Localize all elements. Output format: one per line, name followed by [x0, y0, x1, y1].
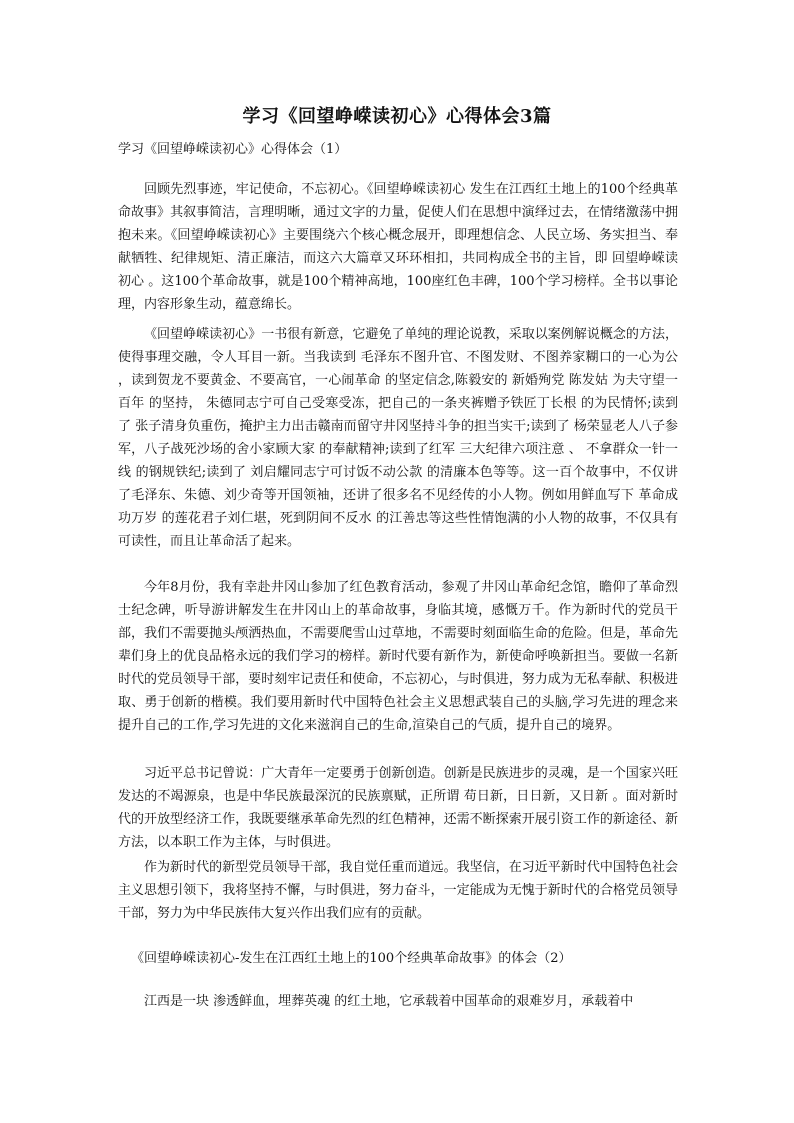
document-title: 学习《回望峥嵘读初心》心得体会3篇 [242, 106, 552, 127]
section2-heading: 《回望峥嵘读初心-发生在江西红土地上的100个经典革命故事》的体会（2） [131, 951, 572, 966]
section1-heading: 学习《回望峥嵘读初心》心得体会（1） [118, 142, 348, 157]
section2-first-line: 江西是一块 渗透鲜血，埋葬英魂 的红土地，它承载着中国革命的艰难岁月，承载着中 [144, 994, 634, 1009]
paragraph-3: 今年8月份，我有幸赴井冈山参加了红色教育活动，参观了井冈山革命纪念馆，瞻仰了革命烈士纪念碑，听导游讲解发生在井冈山上的革命故事，身临其境，感慨万千。作为新时代的党员干部，我们不需要抛头颅洒热血，不需要爬雪山过草地，不需要时刻面临生命的危险。但是，革命先辈们身上的优良品格永远的我们学习的榜样。新时代要有新作为，新使命呼唤新担当。要做一名新时代的党员领导干部，要时刻牢记责任和使命，不忘初心，与时俱进，努力成为无私奉献、积极进取、勇于创新的楷模。我们要用新时代中国特色社会主义思想武装自己的头脑,学习先进的理念来提升自己的工作,学习先进的文化来滋润自己的生命,渲染自己的气质，提升自己的境界。 [118, 580, 678, 733]
paragraph-2: 《回望峥嵘读初心》一书很有新意，它避免了单纯的理论说教，采取以案例解说概念的方法，使得事理交融，令人耳目一新。当我读到 毛泽东不图升官、不图发财、不图养家糊口的一心为公 ，读到贺龙不要黄金、不要高官，一心闹革命 的坚定信念,陈毅安的 新婚殉党 陈发姑 为夫守望一百年 的坚持， 朱德同志宁可自己受寒受冻，把自己的一条夹裤赠予铁匠丁长根 的为民情怀;读到了 张子清身负重伤，掩护主力出击赣南而留守井冈坚持斗争的担当实干;读到了 杨荣显老人八子参军，八子战死沙场的舍小家顾大家 的奉献精神;读到了红军 三大纪律六项注意 、 不拿群众一针一线 的钢规铁纪;读到了 刘启耀同志宁可讨饭不动公款 的清廉本色等等。这一百个故事中，不仅讲了毛泽东、朱德、刘少奇等开国领袖，还讲了很多名不见经传的小人物。例如用鲜血写下 革命成功万岁 的莲花君子刘仁堪，死到阴间不反水 的江善忠等这些性情饱满的小人物的故事，不仅具有可读性，而且让革命活了起来。 [118, 327, 678, 549]
paragraph-4: 习近平总书记曾说：广大青年一定要勇于创新创造。创新是民族进步的灵魂，是一个国家兴旺发达的不竭源泉，也是中华民族最深沉的民族禀赋，正所谓 苟日新，日日新，又日新 。面对新时代的开放型经济工作，我既要继承革命先烈的红色精神，还需不断探索开展引资工作的新途径、新方法，以本职工作为主体，与时俱进。 [118, 766, 678, 850]
paragraph-1: 回顾先烈事迹，牢记使命，不忘初心。《回望峥嵘读初心 发生在江西红土地上的100个经典革命故事》其叙事简洁，言理明晰，通过文字的力量，促使人们在思想中演绎过去，在情绪激荡中拥抱未来。《回望峥嵘读初心》主要围绕六个核心概念展开，即理想信念、人民立场、务实担当、奉献牺牲、纪律规矩、清正廉洁，而这六大篇章又环环相扣，共同构成全书的主旨，即 回望峥嵘读初心 。这100个革命故事，就是100个精神高地，100座红色丰碑，100个学习榜样。全书以事论理，内容形象生动，蕴意绵长。 [118, 182, 678, 312]
paragraph-5: 作为新时代的新型党员领导干部，我自觉任重而道远。我坚信，在习近平新时代中国特色社会主义思想引领下，我将坚持不懈，与时俱进，努力奋斗，一定能成为无愧于新时代的合格党员领导干部，努力为中华民族伟大复兴作出我们应有的贡献。 [118, 860, 678, 921]
